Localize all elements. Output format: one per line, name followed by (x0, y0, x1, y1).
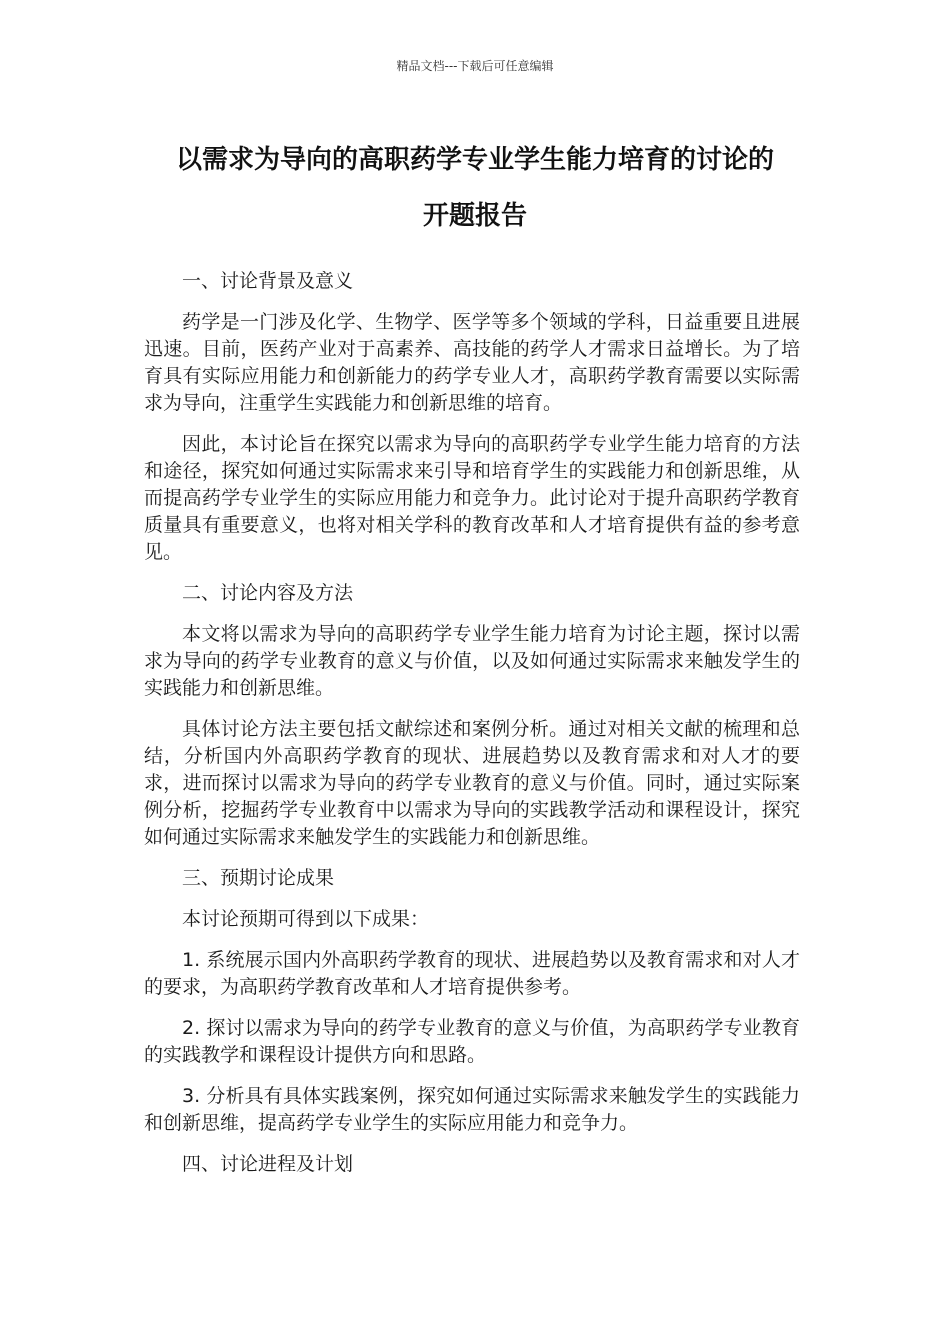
paragraph-content-2: 具体讨论方法主要包括文献综述和案例分析。通过对相关文献的梳理和总结，分析国内外高职药学教育的现状、进展趋势以及教育需求和对人才的要求，进而探讨以需求为导向的药学专业教育的意义与价值。同时，通过实际案例分析，挖掘药学专业教育中以需求为导向的实践教学活动和课程设计，探究如何通过实际需求来触发学生的实践能力和创新思维。 (144, 718, 800, 848)
list-item-result-3: 3. 分析具有具体实践案例，探究如何通过实际需求来触发学生的实践能力和创新思维，提高药学专业学生的实际应用能力和竞争力。 (144, 1085, 800, 1134)
page-header-note: 精品文档---下载后可任意编辑 (396, 59, 554, 73)
paragraph-background-1: 药学是一门涉及化学、生物学、医学等多个领域的学科，日益重要且进展迅速。目前，医药产业对于高素养、高技能的药学人才需求日益增长。为了培育具有实际应用能力和创新能力的药学专业人才，高职药学教育需要以实际需求为导向，注重学生实践能力和创新思维的培育。 (144, 311, 800, 414)
section-heading-schedule: 四、讨论进程及计划 (182, 1153, 354, 1175)
document-title (120, 132, 830, 244)
title-line-2: 开题报告 (422, 201, 527, 231)
section-heading-background: 一、讨论背景及意义 (182, 270, 354, 292)
list-item-result-2: 2. 探讨以需求为导向的药学专业教育的意义与价值，为高职药学专业教育的实践教学和课程设计提供方向和思路。 (144, 1017, 800, 1066)
paragraph-background-2: 因此，本讨论旨在探究以需求为导向的高职药学专业学生能力培育的方法和途径，探究如何通过实际需求来引导和培育学生的实践能力和创新思维，从而提高药学专业学生的实际应用能力和竞争力。此讨论对于提升高职药学教育质量具有重要意义，也将对相关学科的教育改革和人才培育提供有益的参考意见。 (144, 433, 800, 563)
paragraph-results-intro: 本讨论预期可得到以下成果： (182, 908, 430, 930)
paragraph-content-1: 本文将以需求为导向的高职药学专业学生能力培育为讨论主题，探讨以需求为导向的药学专业教育的意义与价值，以及如何通过实际需求来触发学生的实践能力和创新思维。 (144, 623, 800, 699)
document-body (144, 268, 800, 1192)
section-heading-expected-results: 三、预期讨论成果 (182, 867, 335, 889)
list-item-result-1: 1. 系统展示国内外高职药学教育的现状、进展趋势以及教育需求和对人才的要求，为高职药学教育改革和人才培育提供参考。 (144, 949, 800, 998)
section-heading-content-method: 二、讨论内容及方法 (182, 582, 354, 604)
title-line-1: 以需求为导向的高职药学专业学生能力培育的讨论的 (175, 145, 774, 175)
